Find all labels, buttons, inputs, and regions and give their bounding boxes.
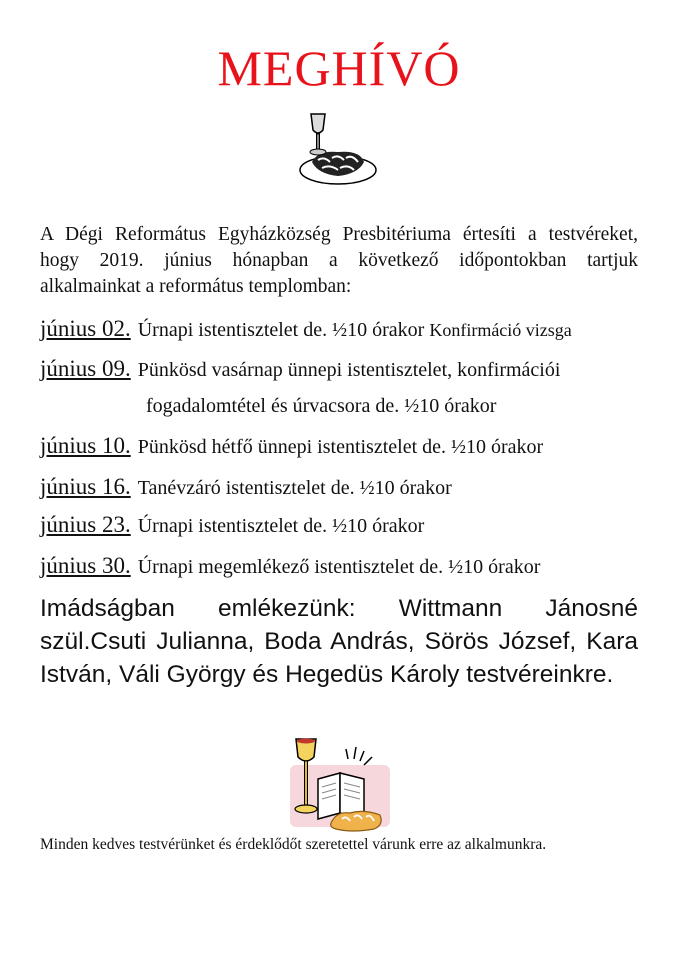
event-row <box>40 316 572 343</box>
event-text: Úrnapi istentisztelet de. ½10 órakor <box>137 515 425 537</box>
prayer-line: Imádságban emlékezünk: Wittmann Jánosné <box>40 595 638 622</box>
event-row <box>40 433 543 460</box>
event-date: június 23. <box>40 512 131 537</box>
prayer-line: szül.Csuti Julianna, Boda András, Sörös József, Kara <box>40 628 638 655</box>
prayer-line: István, Váli György és Hegedüs Károly testvéreinkre. <box>40 661 614 688</box>
event-row <box>40 474 452 501</box>
event-text: Úrnapi megemlékező istentisztelet de. ½10 órakor <box>137 556 541 578</box>
intro-line: alkalmainkat a református templomban: <box>40 276 352 297</box>
chalice-bible-bread-icon <box>288 735 392 833</box>
intro-line: hogy 2019. június hónapban a következő időpontokban tartjuk <box>40 250 638 271</box>
chalice-bread-icon <box>298 112 378 188</box>
event-extra: Konfirmáció vizsga <box>429 320 572 340</box>
event-row <box>40 512 424 539</box>
event-row <box>40 553 540 580</box>
event-date: június 10. <box>40 433 131 458</box>
event-date: június 16. <box>40 474 131 499</box>
footer-text: Minden kedves testvérünket és érdeklődőt szeretettel várunk erre az alkalmunkra. <box>40 836 547 853</box>
event-continuation: fogadalomtétel és úrvacsora de. ½10 órakor <box>146 395 497 417</box>
event-date: június 09. <box>40 356 131 381</box>
event-text: Tanévzáró istentisztelet de. ½10 órakor <box>137 477 452 499</box>
event-text: Pünkösd hétfő ünnepi istentisztelet de. ½10 órakor <box>137 436 544 458</box>
page-title: MEGHÍVÓ <box>217 40 461 96</box>
event-text: Úrnapi istentisztelet de. ½10 órakor <box>137 319 425 341</box>
event-text: Pünkösd vasárnap ünnepi istentisztelet, konfirmációi <box>137 359 561 381</box>
intro-line: A Dégi Református Egyházközség Presbitériuma értesíti a testvéreket, <box>40 224 638 245</box>
event-row <box>40 356 560 383</box>
intro-paragraph <box>40 222 638 300</box>
event-date: június 30. <box>40 553 131 578</box>
event-date: június 02. <box>40 316 131 341</box>
prayer-paragraph <box>40 592 638 691</box>
